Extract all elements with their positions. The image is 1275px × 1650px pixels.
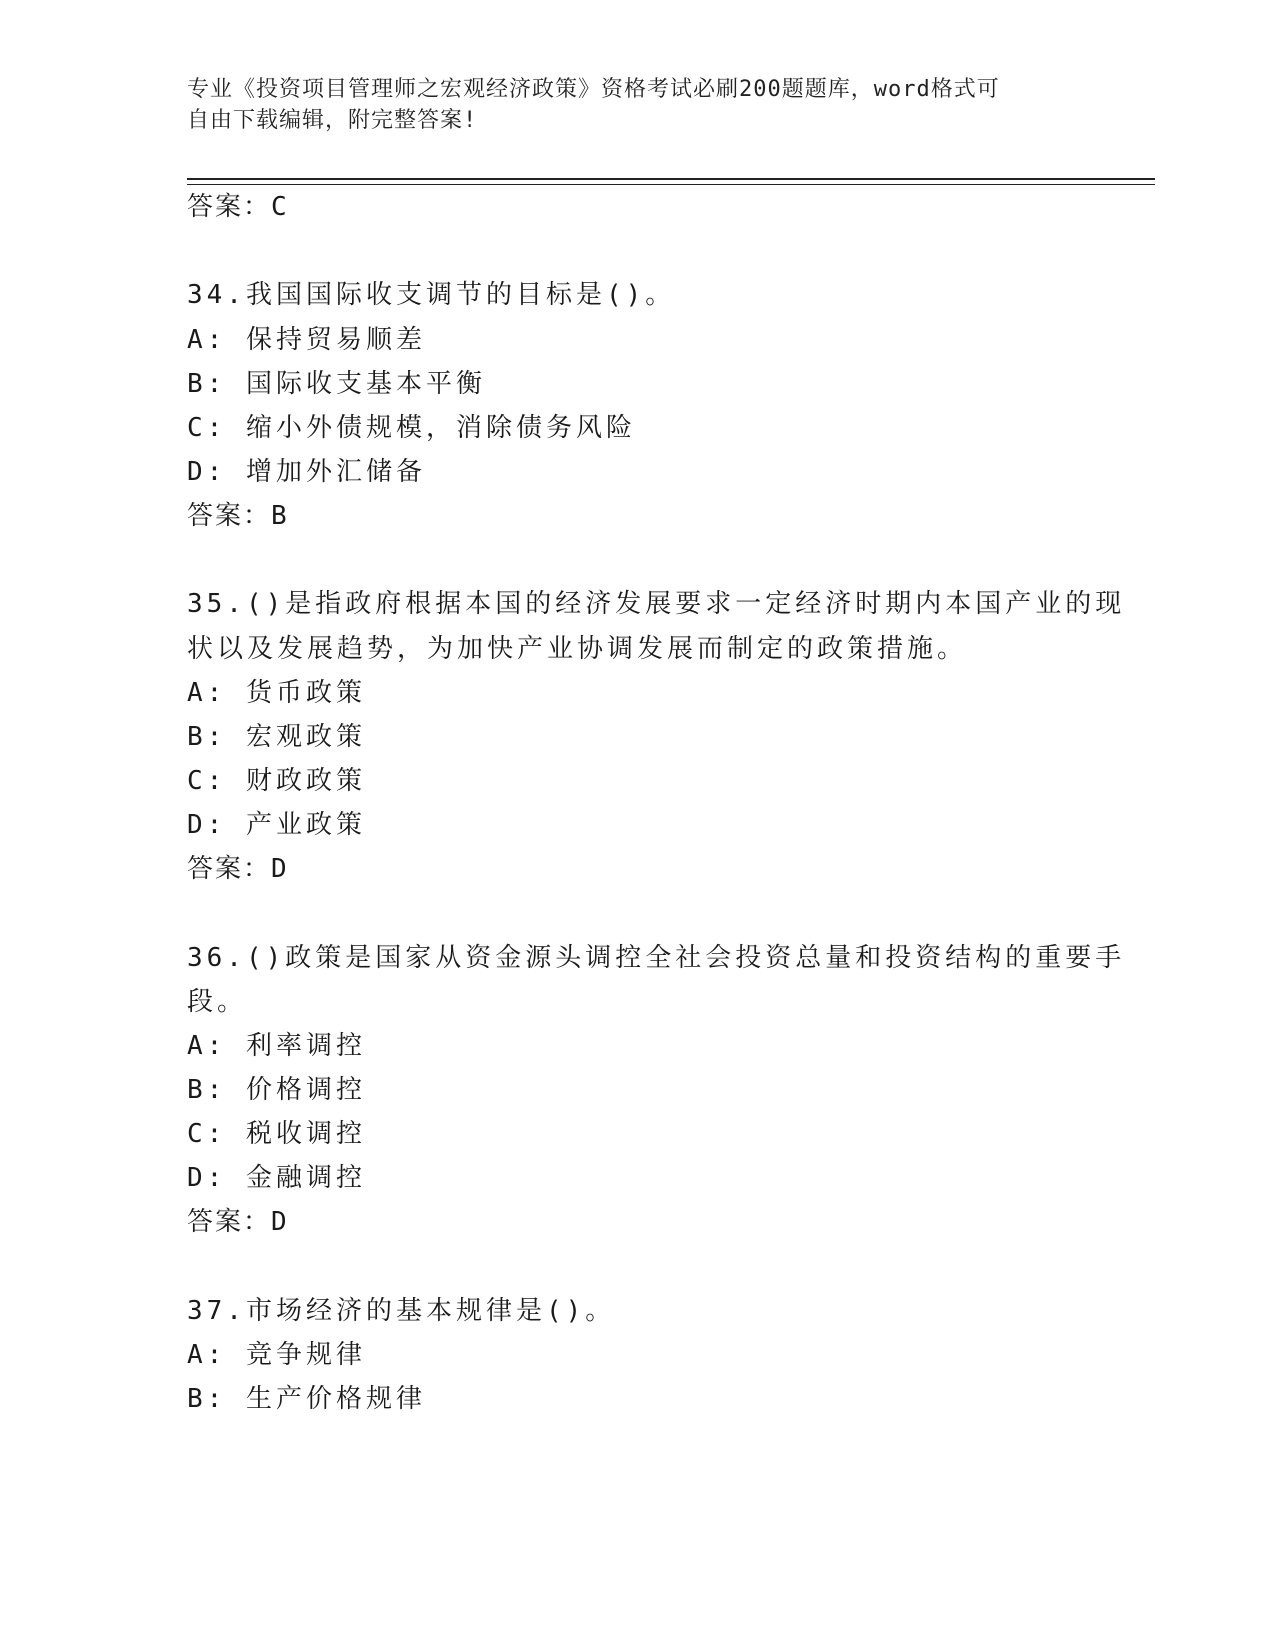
question-stem: 35.()是指政府根据本国的经济发展要求一定经济时期内本国产业的现 [187,589,1126,619]
answer-label: 答案： [187,501,272,531]
option-b: B: 生产价格规律 [187,1384,426,1414]
option-c: C: 缩小外债规模，消除债务风险 [187,413,636,443]
option-a: A: 竞争规律 [187,1340,366,1370]
option-d: D: 增加外汇储备 [187,457,426,487]
option-a: A: 利率调控 [187,1031,366,1061]
option-d: D: 产业政策 [187,810,366,840]
answer-value: D [271,1207,289,1237]
answer-label: 答案： [187,854,272,884]
option-a: A: 货币政策 [187,678,366,708]
option-b: B: 国际收支基本平衡 [187,369,486,399]
header-divider-thin [187,184,1155,185]
answer-line [187,1207,289,1237]
answer-line [187,192,289,222]
option-b: B: 宏观政策 [187,722,366,752]
document-header [187,74,1087,136]
question-stem-continued: 状以及发展趋势，为加快产业协调发展而制定的政策措施。 [187,634,968,664]
answer-label: 答案： [187,192,272,222]
answer-line [187,501,289,531]
question-stem: 34.我国国际收支调节的目标是()。 [187,280,676,310]
answer-line [187,854,289,884]
question-stem: 37.市场经济的基本规律是()。 [187,1296,616,1326]
question-stem: 36.()政策是国家从资金源头调控全社会投资总量和投资结构的重要手 [187,943,1126,973]
header-line-1: 专业《投资项目管理师之宏观经济政策》资格考试必刷200题题库，word格式可 [187,77,1000,102]
option-a: A: 保持贸易顺差 [187,325,426,355]
option-c: C: 税收调控 [187,1119,366,1149]
answer-value: D [271,854,289,884]
header-line-2: 自由下载编辑，附完整答案! [187,108,478,133]
option-b: B: 价格调控 [187,1075,366,1105]
option-d: D: 金融调控 [187,1163,366,1193]
option-c: C: 财政政策 [187,766,366,796]
answer-value: C [271,192,289,222]
answer-label: 答案： [187,1207,272,1237]
question-stem-continued: 段。 [187,987,248,1017]
answer-value: B [271,501,289,531]
header-divider-thick [187,178,1155,180]
